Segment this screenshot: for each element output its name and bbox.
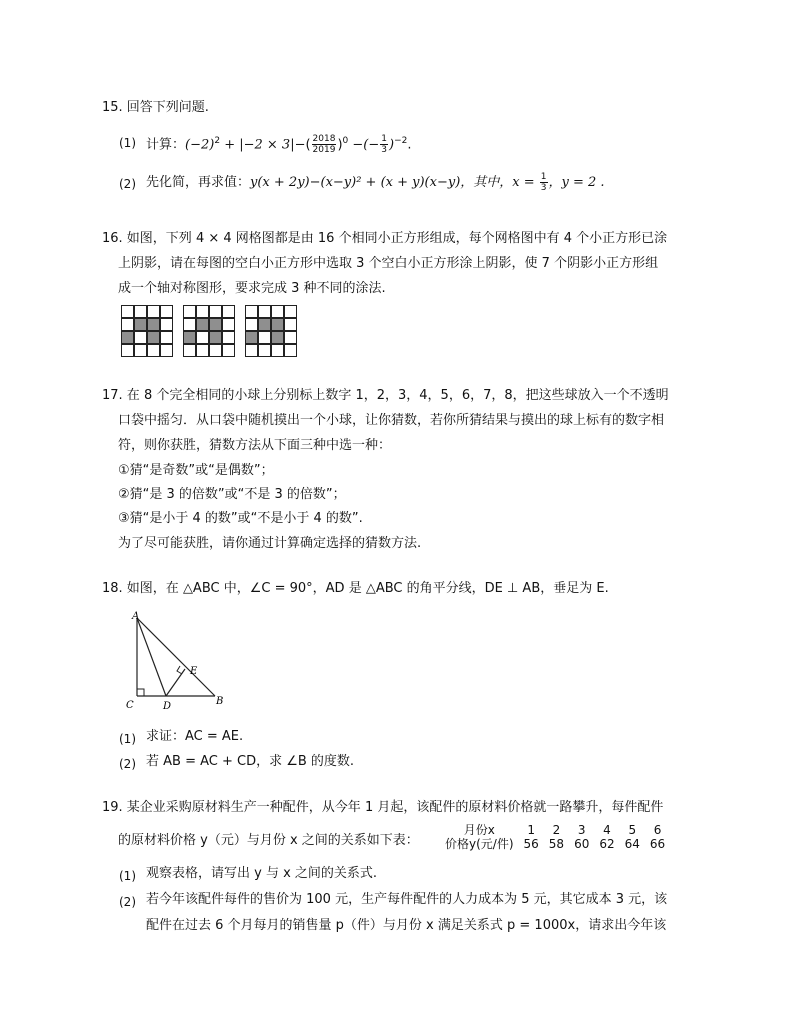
q16-line3: 成一个轴对称图形，要求完成 3 种不同的涂法. <box>118 281 386 296</box>
grid-cell[interactable] <box>183 318 196 331</box>
q16-grid-3[interactable] <box>245 305 297 357</box>
q15-part1-term-b: + |−2 × 3|− <box>220 137 306 153</box>
q18-line1: 18. 如图，在 △ABC 中，∠C = 90°，AD 是 △ABC 的角平分线，DE ⊥ AB，垂足为 E. <box>102 581 609 596</box>
q16-line2: 上阴影，请在每图的空白小正方形中选取 3 个空白小正方形涂上阴影，使 7 个阴影小正方形组 <box>118 256 659 271</box>
q15-part1-expression: 计算：$(-2)^2 + |-2 \times 3|-$( $\frac{2018}{2019}$ )$^0$ −(− $\frac{1}{3}$ )$^{-2}$. <box>146 134 412 156</box>
grid-cell[interactable] <box>271 344 284 357</box>
q17-line1: 17. 在 8 个完全相同的小球上分别标上数字 1，2，3，4，5，6，7，8，把这些球放入一个不透明 <box>102 388 669 403</box>
right-angle-e <box>177 666 182 674</box>
grid-cell[interactable] <box>209 331 222 344</box>
q15-part2-formula: y(x + 2y)−(x−y)² + (x + y)(x−y)，其中，x = <box>250 175 539 190</box>
line-ab <box>137 618 215 696</box>
grid-cell[interactable] <box>271 305 284 318</box>
grid-cell[interactable] <box>196 318 209 331</box>
q15-part1-term-c: −(− <box>348 137 380 153</box>
label-c: C <box>126 700 134 711</box>
q19-line1: 19. 某企业采购原材料生产一种配件，从今年 1 月起，该配件的原材料价格就一路攀升，每件配件 <box>102 800 664 815</box>
table-cell: 64 <box>624 837 640 851</box>
table-cell: 5 <box>628 823 637 837</box>
line-ad <box>137 618 166 696</box>
grid-cell[interactable] <box>222 344 235 357</box>
q15-part2-end: ，y = 2 . <box>548 175 605 190</box>
grid-cell[interactable] <box>147 344 160 357</box>
q18-part2-text: 若 AB = AC + CD，求 ∠B 的度数. <box>146 754 355 769</box>
q15-part1-term-a: (−2) <box>185 137 215 153</box>
grid-cell[interactable] <box>160 344 173 357</box>
grid-cell[interactable] <box>222 305 235 318</box>
table-cell: 1 <box>527 823 535 837</box>
q17-option3: ③猜“是小于 4 的数”或“不是小于 4 的数”. <box>118 511 363 526</box>
line-de <box>166 669 185 696</box>
grid-cell[interactable] <box>245 344 258 357</box>
q15-p2-frac-num: 1 <box>540 172 547 182</box>
q15-part1-fraction2 <box>380 134 388 155</box>
grid-cell[interactable] <box>209 318 222 331</box>
grid-cell[interactable] <box>284 344 297 357</box>
q15-part2-number: (2) <box>119 177 136 191</box>
q19-line2: 的原材料价格 y（元）与月份 x 之间的关系如下表： <box>118 833 419 848</box>
table-cell: 3 <box>577 823 586 837</box>
q15-part1-number: (1) <box>119 136 136 150</box>
grid-cell[interactable] <box>160 305 173 318</box>
grid-cell[interactable] <box>134 331 147 344</box>
grid-cell[interactable] <box>284 318 297 331</box>
q16-line1: 16. 如图，下列 4 × 4 网格图都是由 16 个相同小正方形组成，每个网格图中有 4 个小正方形已涂 <box>102 231 668 246</box>
grid-cell[interactable] <box>121 305 134 318</box>
q19-part2-number: (2) <box>119 895 136 909</box>
q15-part1-exp-b: 0 <box>342 136 349 146</box>
q15-frac-num: 2018 <box>312 134 336 145</box>
right-angle-c <box>137 689 144 696</box>
q15-part1-exp-a: 2 <box>214 136 221 146</box>
grid-cell[interactable] <box>258 331 271 344</box>
label-d: D <box>163 701 172 712</box>
q19-part1-text: 观察表格，请写出 y 与 x 之间的关系式. <box>146 866 378 881</box>
q16-grid-2[interactable] <box>183 305 235 357</box>
q17-line7: 为了尽可能获胜，请你通过计算确定选择的猜数方法. <box>118 536 422 551</box>
q16-grid-1[interactable] <box>121 305 173 357</box>
q19-part2-line2: 配件在过去 6 个月每月的销售量 p（件）与月份 x 满足关系式 p = 1000x，请求出今年该 <box>146 918 667 933</box>
grid-cell[interactable] <box>121 344 134 357</box>
q15-frac2-den: 3 <box>381 145 387 156</box>
grid-cell[interactable] <box>245 318 258 331</box>
q17-line2: 口袋中摇匀．从口袋中随机摸出一个小球，让你猜数，若你所猜结果与摸出的球上标有的数字相 <box>118 413 665 428</box>
grid-cell[interactable] <box>121 318 134 331</box>
table-cell: 6 <box>653 823 662 837</box>
table-row-prices <box>440 837 670 851</box>
table-cell: 56 <box>523 837 539 851</box>
q17-option1: ①猜“是奇数”或“是偶数”； <box>118 463 274 478</box>
grid-cell[interactable] <box>222 318 235 331</box>
q19-part2-line1: 若今年该配件每件的售价为 100 元，生产每件配件的人力成本为 5 元，其它成本 3 元，该 <box>146 892 668 907</box>
label-b: B <box>216 696 224 707</box>
grid-cell[interactable] <box>134 305 147 318</box>
grid-cell[interactable] <box>271 331 284 344</box>
grid-cell[interactable] <box>183 331 196 344</box>
grid-cell[interactable] <box>147 318 160 331</box>
table-cell: 66 <box>649 837 666 851</box>
q15-part1-fraction <box>312 134 337 155</box>
grid-cell[interactable] <box>245 331 258 344</box>
q17-line3: 符，则你获胜，猜数方法从下面三种中选一种： <box>118 438 392 453</box>
grid-cell[interactable] <box>183 344 196 357</box>
table-cell: 60 <box>574 837 590 851</box>
q15-frac2-num: 1 <box>381 134 387 145</box>
grid-cell[interactable] <box>160 318 173 331</box>
grid-cell[interactable] <box>196 344 209 357</box>
q15-part1-end: . <box>407 137 412 153</box>
grid-cell[interactable] <box>209 305 222 318</box>
q15-part2-text: 先化简，再求值： <box>146 175 251 190</box>
q15-part2-fraction <box>540 172 548 193</box>
grid-cell[interactable] <box>160 331 173 344</box>
table-head-month: 月份x <box>463 823 495 837</box>
grid-cell[interactable] <box>258 318 271 331</box>
table-cell: 4 <box>603 823 611 837</box>
q15-part1-prefix: 计算： <box>146 137 186 153</box>
table-head-price: 价格y(元/件) <box>445 837 514 851</box>
grid-cell[interactable] <box>258 344 271 357</box>
table-cell: 58 <box>548 837 565 851</box>
grid-cell[interactable] <box>284 331 297 344</box>
q15-p2-frac-den: 3 <box>540 183 547 193</box>
grid-cell[interactable] <box>147 331 160 344</box>
q15-part2-expression <box>146 172 605 193</box>
grid-cell[interactable] <box>245 305 258 318</box>
grid-cell[interactable] <box>196 331 209 344</box>
grid-cell[interactable] <box>284 305 297 318</box>
q15-title: 15. 回答下列问题. <box>102 100 209 115</box>
q15-frac-den: 2019 <box>312 145 336 156</box>
q15-part1-exp-c: −2 <box>394 136 408 146</box>
grid-cell[interactable] <box>196 305 209 318</box>
grid-cell[interactable] <box>134 344 147 357</box>
grid-cell[interactable] <box>258 305 271 318</box>
q18-part1-text: 求证：AC = AE. <box>146 729 244 744</box>
grid-cell[interactable] <box>121 331 134 344</box>
grid-cell[interactable] <box>134 318 147 331</box>
q19-part1-number: (1) <box>119 869 136 883</box>
grid-cell[interactable] <box>222 331 235 344</box>
q18-triangle-figure <box>118 608 233 713</box>
q19-price-table <box>440 823 670 851</box>
label-a: A <box>132 611 140 622</box>
table-cell: 62 <box>599 837 615 851</box>
q18-part1-number: (1) <box>119 732 136 746</box>
table-cell: 2 <box>552 823 561 837</box>
grid-cell[interactable] <box>209 344 222 357</box>
q18-part2-number: (2) <box>119 757 136 771</box>
grid-cell[interactable] <box>147 305 160 318</box>
label-e: E <box>190 666 198 677</box>
q17-option2: ②猜“是 3 的倍数”或“不是 3 的倍数”； <box>118 487 346 502</box>
grid-cell[interactable] <box>271 318 284 331</box>
q15-part1-term-d: ) <box>389 137 395 153</box>
table-row-months <box>440 823 670 837</box>
grid-cell[interactable] <box>183 305 196 318</box>
